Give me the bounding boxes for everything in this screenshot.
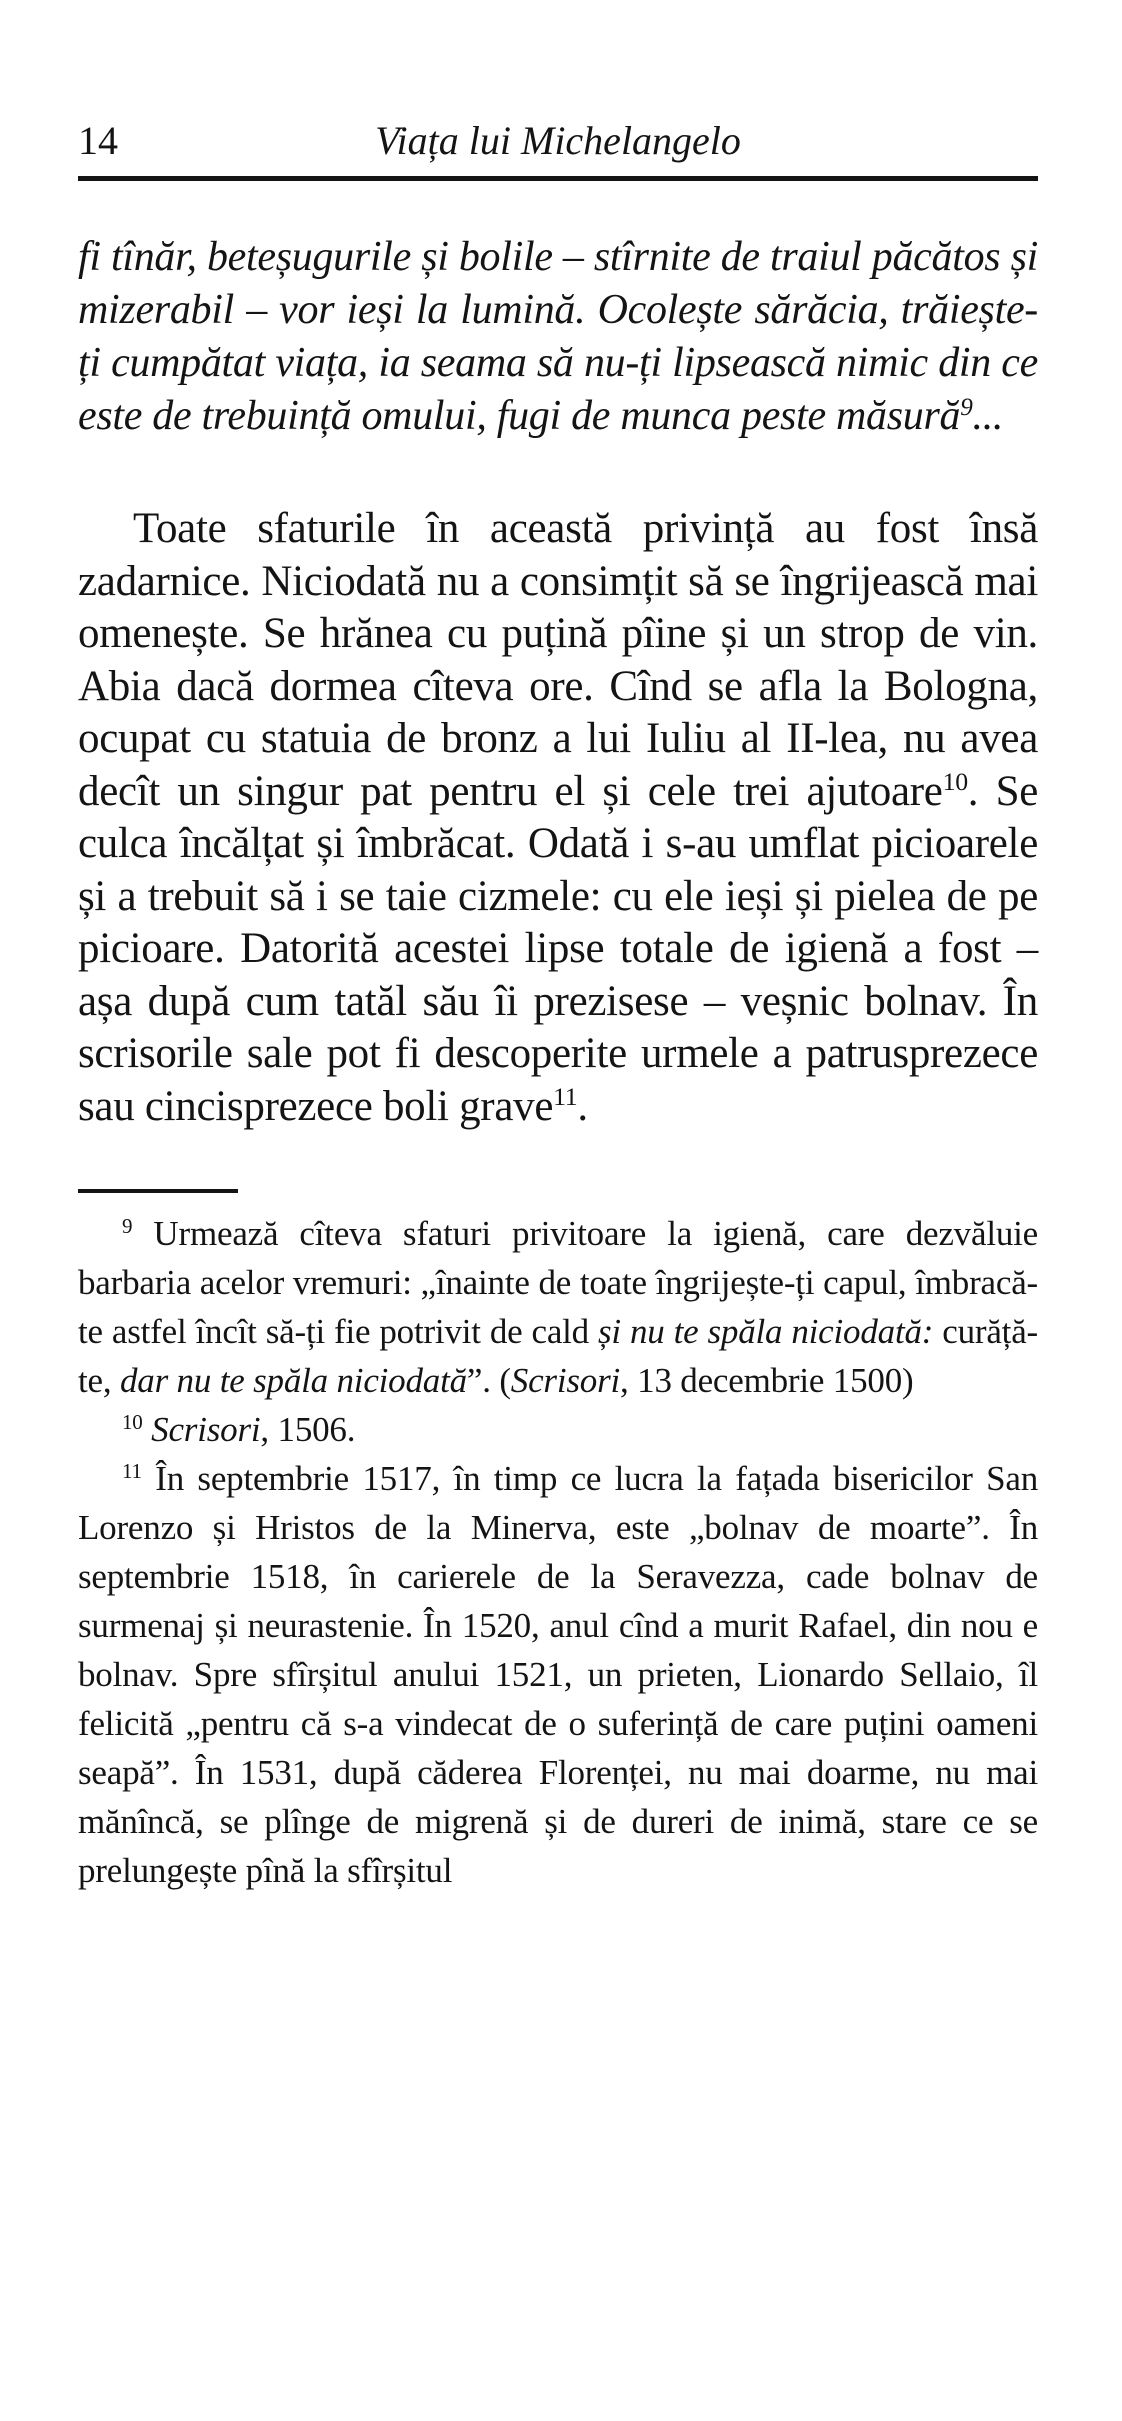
- page-header: [78, 118, 1038, 164]
- header-rule: [78, 176, 1038, 181]
- footnote-10: [78, 1405, 1038, 1454]
- footnote-rule: [78, 1189, 238, 1193]
- footnote-text: Urmează cîteva sfaturi privitoare la igienă, care dezvăluie barbaria acelor vremuri: „înainte de toate îngrijește-ți capul, îmbracă-te astfel încît să-ți fie potrivit de cald și nu te spăla niciodată: curăță-te, dar nu te spăla niciodată”. (Scrisori, 13 decembrie 1500): [78, 1214, 1038, 1400]
- footnote-11: [78, 1454, 1038, 1895]
- quote-paragraph: fi tînăr, beteșugurile și bolile – stîrnite de traiul păcătos și mizerabil – vor ieși la lumină. Ocolește sărăcia, trăiește-ți cumpătat viața, ia seama să nu-ți lipsească nimic din ce este de trebuință omului, fugi de munca peste măsură$^9$...: [78, 234, 1038, 439]
- footnote-text: Scrisori, 1506.: [151, 1410, 356, 1449]
- footnote-9: [78, 1209, 1038, 1405]
- footnote-marker: 10: [122, 1410, 143, 1435]
- body-paragraph: Toate sfaturile în această privință au fost însă zadarnice. Niciodată nu a consimțit să se îngrijească mai omenește. Se hrănea cu puțină pîine și un strop de vin. Abia dacă dormea cîteva ore. Cînd se afla la Bologna, ocupat cu statuia de bronz a lui Iuliu al II-lea, nu avea decît un singur pat pentru el și cele trei ajutoare$^{10}$. Se culca încălțat și îmbrăcat. Odată i s-au umflat picioarele și a trebuit să i se taie cizmele: cu ele ieși și pielea de pe picioare. Datorită acestei lipse totale de igienă a fost – așa după cum tatăl său îi prezisese – veșnic bolnav. În scrisorile sale pot fi descoperite urmele a patrusprezece sau cincisprezece boli grave$^{11}$.: [78, 505, 1038, 1130]
- footnote-marker: 9: [122, 1214, 133, 1239]
- footnote-text: În septembrie 1517, în timp ce lucra la fațada bisericilor San Lorenzo și Hristos de la Minerva, este „bolnav de moarte”. În septembrie 1518, în carierele de la Seravezza, cade bolnav de surmenaj și neurastenie. În 1520, anul cînd a murit Rafael, din nou e bolnav. Spre sfîrșitul anului 1521, un prieten, Lionardo Sellaio, îl felicită „pentru că s-a vindecat de o suferință de care puțini oameni seapă”. În 1531, după căderea Florenței, nu mai doarme, nu mai mănîncă, se plînge de migrenă și de dureri de inimă, stare ce se prelungește pînă la sfîrșitul: [78, 1459, 1038, 1890]
- running-title: Viața lui Michelangelo: [375, 118, 741, 163]
- footnote-marker: 11: [122, 1459, 142, 1484]
- page-number: 14: [78, 118, 118, 163]
- footnotes-section: [78, 1209, 1038, 1895]
